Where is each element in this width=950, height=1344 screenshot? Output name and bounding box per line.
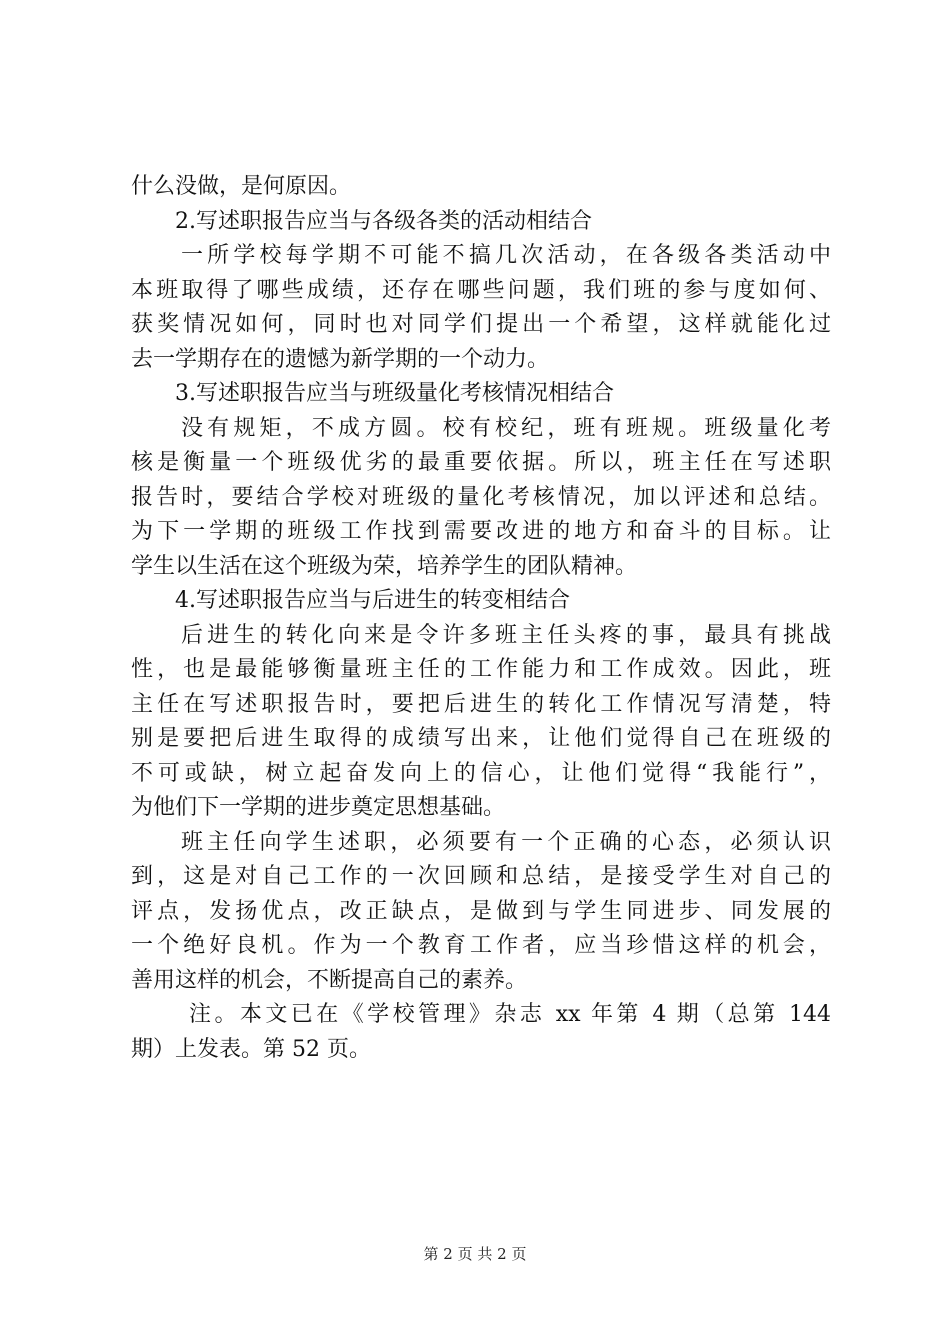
text-line: 别是要把后进生取得的成绩写出来，让他们觉得自己在班级的 <box>131 726 831 751</box>
text-line: 学生以生活在这个班级为荣，培养学生的团队精神。 <box>131 553 638 579</box>
document-body <box>131 170 831 1067</box>
text-line: 3.写述职报告应当与班级量化考核情况相结合 <box>175 381 614 406</box>
text-line: 去一学期存在的遗憾为新学期的一个动力。 <box>131 346 550 372</box>
text-line: 善用这样的机会，不断提高自己的素养。 <box>131 967 528 993</box>
text-line: 一所学校每学期不可能不搞几次活动，在各级各类活动中 <box>181 243 831 268</box>
text-line: 性，也是最能够衡量班主任的工作能力和工作成效。因此，班 <box>131 657 831 682</box>
text-line: 班主任向学生述职，必须要有一个正确的心态，必须认识 <box>181 829 831 855</box>
text-line: 核是衡量一个班级优劣的最重要依据。所以，班主任在写述职 <box>131 450 831 475</box>
text-line: 没有规矩，不成方圆。校有校纪，班有班规。班级量化考 <box>181 415 831 441</box>
text-line: 报告时，要结合学校对班级的量化考核情况，加以评述和总结。 <box>131 484 831 510</box>
text-line: 4.写述职报告应当与后进生的转变相结合 <box>175 588 570 613</box>
text-line: 评点，发扬优点，改正缺点，是做到与学生同进步、同发展的 <box>131 898 831 924</box>
text-line: 2.写述职报告应当与各级各类的活动相结合 <box>175 208 592 234</box>
text-line: 后进生的转化向来是令许多班主任头疼的事，最具有挑战 <box>181 622 831 648</box>
text-line: 为下一学期的班级工作找到需要改进的地方和奋斗的目标。让 <box>131 519 831 544</box>
text-line: 注。本文已在《学校管理》杂志 xx 年第 4 期（总第 144 <box>189 1002 831 1027</box>
text-line: 期）上发表。第 52 页。 <box>131 1036 371 1062</box>
text-line: 获奖情况如何，同时也对同学们提出一个希望，这样就能化过 <box>131 312 831 337</box>
page-footer: 第 2 页 共 2 页 <box>423 1245 527 1263</box>
text-line: 一个绝好良机。作为一个教育工作者，应当珍惜这样的机会， <box>131 933 831 958</box>
text-line: 到，这是对自己工作的一次回顾和总结，是接受学生对自己的 <box>131 864 831 889</box>
text-line: 什么没做，是何原因。 <box>131 174 352 199</box>
text-line: 主任在写述职报告时，要把后进生的转化工作情况写清楚，特 <box>131 691 831 717</box>
text-line: 不可或缺，树立起奋发向上的信心，让他们觉得“我能行”， <box>131 760 831 786</box>
text-line: 本班取得了哪些成绩，还存在哪些问题，我们班的参与度如何、 <box>131 277 831 303</box>
text-line: 为他们下一学期的进步奠定思想基础。 <box>131 795 506 820</box>
